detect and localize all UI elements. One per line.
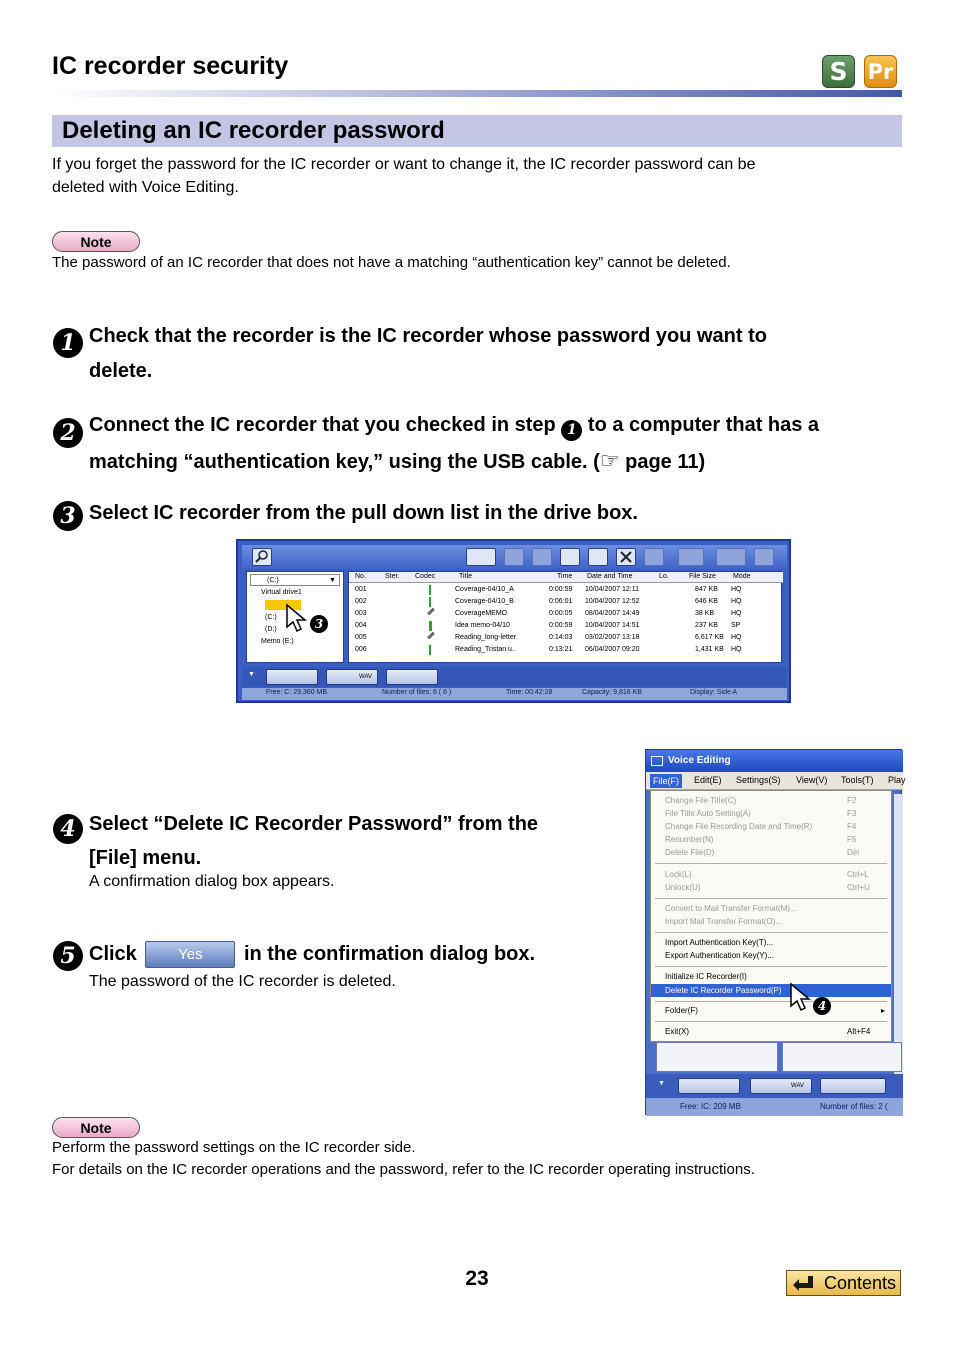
transfer-toolbar	[646, 1074, 903, 1098]
codec-icon	[429, 585, 431, 595]
step-number: 4	[53, 814, 83, 844]
menu-settings[interactable]: Settings(S)	[736, 775, 781, 785]
menu-tools[interactable]: Tools(T)	[841, 775, 874, 785]
menu-item-import-key[interactable]: Import Authentication Key(T)...	[665, 938, 774, 947]
merge-icon[interactable]	[716, 548, 746, 566]
pen-icon	[427, 608, 435, 616]
intro-text: If you forget the password for the IC recorder or want to change it, the IC recorder password can be deleted with Voice Editing.	[52, 156, 756, 196]
status-bar: Free: IC: 209 MB Number of files: 2 (	[646, 1098, 903, 1116]
menu-separator	[655, 863, 887, 864]
tree-item[interactable]: Virtual drive1	[261, 589, 302, 596]
tree-item[interactable]: (D:)	[265, 626, 277, 633]
step-1-text: Check that the recorder is the IC recorder whose password you want to delete.	[89, 325, 767, 382]
file-menu-screenshot	[645, 749, 906, 1115]
menu-edit[interactable]: Edit(E)	[694, 775, 722, 785]
tree-item[interactable]: (C:)	[265, 614, 277, 621]
menu-item[interactable]: Import Mail Transfer Format(O)...	[665, 917, 782, 926]
collapse-icon[interactable]: ▼	[658, 1080, 665, 1087]
menu-item-exit[interactable]: Exit(X) Alt+F4	[665, 1027, 871, 1036]
export-icon[interactable]	[560, 548, 580, 566]
menu-item-folder[interactable]: Folder(F) ▸	[665, 1006, 886, 1015]
column-header[interactable]: Codec	[415, 573, 436, 580]
codec-icon	[429, 597, 431, 607]
step-5-text: Click Yes in the confirmation dialog box.	[89, 937, 535, 972]
copy-icon[interactable]	[504, 548, 524, 566]
tree-item[interactable]: Memo (E:)	[261, 638, 294, 645]
column-header[interactable]: Time	[557, 573, 573, 580]
step-number: 2	[53, 418, 83, 448]
menu-item-export-key[interactable]: Export Authentication Key(Y)...	[665, 951, 774, 960]
drive-box-screenshot	[236, 539, 791, 703]
note-text: Perform the password settings on the IC recorder side. For details on the IC recorder operations and the password, refer to the IC recorder operating instructions.	[52, 1139, 755, 1178]
return-arrow-icon	[791, 1274, 817, 1293]
collapse-icon[interactable]: ▼	[248, 671, 255, 678]
step-5-subtext: The password of the IC recorder is deleted.	[89, 973, 396, 990]
transfer-to-recorder-button[interactable]	[386, 669, 438, 685]
pen-icon	[427, 632, 435, 640]
search-icon[interactable]	[252, 548, 272, 566]
column-header[interactable]: Date and Time	[587, 573, 633, 580]
page-section-title: IC recorder security	[52, 52, 289, 80]
split-icon[interactable]	[678, 548, 704, 566]
cursor-icon	[284, 603, 310, 633]
transfer-to-recorder-button[interactable]	[820, 1078, 886, 1094]
file-list[interactable]: No. Ster. Codec Title Time Date and Time Lo. File Size Mode 001 Coverage-04/10_A 0:00:59 10/04/2007 12:11 847 KB HQ 002 Coverage-04/10_B 0:06:01 10/04/2007 12:52 646 KB HQ 003 CoverageMEMO 0:00:05 08/04/2007 14:49 38 KB HQ 004 Idea memo-04/10 0:00:59 10/04/2007 14:51 237 KB SP 005 Reading_long-letter 0:14:03 03/02/2007 13:18 6,617 KB HQ 006 Reading_Tristan u.. 0:13:21 06/04/2007 09:20 1,431 KB HQ	[348, 571, 782, 663]
s-badge-icon: S	[822, 55, 855, 88]
status-bar: Free: C: 29,360 MB Number of files: 6 ( 6 ) Time: 00:42:28 Capacity: 9,816 KB Display: Side A	[242, 688, 787, 700]
menu-separator	[655, 966, 887, 967]
menu-item[interactable]: Unlock(U) Ctrl+U	[665, 883, 870, 892]
menu-item[interactable]: Lock(L) Ctrl+L	[665, 870, 869, 879]
header-rule	[52, 90, 902, 97]
menu-separator	[655, 1021, 887, 1022]
new-folder-icon[interactable]	[588, 548, 608, 566]
column-header[interactable]: Title	[459, 573, 472, 580]
toolbar	[242, 545, 787, 569]
codec-icon	[429, 645, 431, 655]
convert-wav-button[interactable]: WAV	[750, 1078, 812, 1094]
menu-separator	[655, 1001, 887, 1002]
menu-item-initialize[interactable]: Initialize IC Recorder(I)	[665, 972, 747, 981]
menu-separator	[655, 932, 887, 933]
undo-icon[interactable]	[644, 548, 664, 566]
step-ref: 1	[561, 420, 582, 441]
cursor-icon	[788, 982, 814, 1014]
convert-wav-button[interactable]: WAV	[326, 669, 378, 685]
menu-item[interactable]: Delete File(D) Del	[665, 848, 860, 857]
callout-number: 4	[813, 997, 831, 1015]
list-panel	[782, 1042, 902, 1072]
chevron-down-icon[interactable]: ▼	[329, 577, 336, 584]
menu-item[interactable]: Change File Title(C) F2	[665, 796, 857, 805]
delete-icon[interactable]	[616, 548, 636, 566]
step-3-text: Select IC recorder from the pull down list in the drive box.	[89, 502, 638, 524]
step-number: 5	[53, 941, 83, 971]
page-number: 23	[465, 1267, 489, 1290]
step-2-text: Connect the IC recorder that you checked in step 1 to a computer that has a matching “authentication key,” using the USB cable. (☞ page 11)	[89, 414, 820, 473]
menu-item[interactable]: Convert to Mail Transfer Format(M)...	[665, 904, 797, 913]
pr-badge-icon: Pr	[864, 55, 897, 88]
column-header[interactable]: Ster.	[385, 573, 400, 580]
move-icon[interactable]	[532, 548, 552, 566]
codec-icon	[429, 621, 432, 631]
window-title: Voice Editing	[646, 750, 903, 772]
edit-title-icon[interactable]	[466, 548, 496, 566]
column-header[interactable]: Lo.	[659, 573, 669, 580]
step-number: 1	[53, 328, 83, 358]
step-4-subtext: A confirmation dialog box appears.	[89, 873, 335, 890]
drive-select[interactable]: (C:)	[250, 574, 340, 586]
menu-view[interactable]: View(V)	[796, 775, 828, 785]
step-number: 3	[53, 501, 83, 531]
section-title: Deleting an IC recorder password	[62, 117, 445, 144]
note-label: Note	[52, 1117, 140, 1138]
menu-play[interactable]: Play	[888, 775, 906, 785]
note-text: The password of an IC recorder that does not have a matching “authentication key” cannot be deleted.	[52, 254, 731, 271]
priority-icon[interactable]	[754, 548, 774, 566]
step-4-text: Select “Delete IC Recorder Password” from the [File] menu.	[89, 813, 539, 869]
page-reference-link[interactable]: page 11)	[625, 451, 706, 473]
yes-button[interactable]: Yes	[145, 941, 235, 968]
menu-file[interactable]: File(F)	[650, 774, 682, 788]
file-menu	[650, 790, 892, 1042]
menu-separator	[655, 898, 887, 899]
note-label: Note	[52, 231, 140, 252]
app-icon	[651, 756, 663, 766]
menu-item-delete-password[interactable]: Delete IC Recorder Password(P)	[651, 984, 891, 997]
menu-item[interactable]: Change File Recording Date and Time(R) F4	[665, 822, 857, 831]
column-header[interactable]: File Size	[689, 573, 716, 580]
contents-label: Contents	[823, 1272, 896, 1293]
menu-item[interactable]: File Title Auto Setting(A) F3	[665, 809, 857, 818]
transfer-to-pc-button[interactable]	[266, 669, 318, 685]
transfer-to-pc-button[interactable]	[678, 1078, 740, 1094]
pointing-hand-icon: ☞	[599, 448, 620, 473]
drive-panel	[656, 1042, 778, 1072]
callout-number: 3	[310, 615, 328, 633]
menu-item[interactable]: Renumber(N) F5	[665, 835, 857, 844]
transfer-toolbar	[242, 667, 787, 687]
submenu-arrow-icon: ▸	[881, 1006, 886, 1015]
menu-bar	[646, 772, 906, 790]
contents-button[interactable]	[786, 1270, 901, 1296]
column-header[interactable]: No.	[355, 573, 366, 580]
column-header[interactable]: Mode	[733, 573, 751, 580]
